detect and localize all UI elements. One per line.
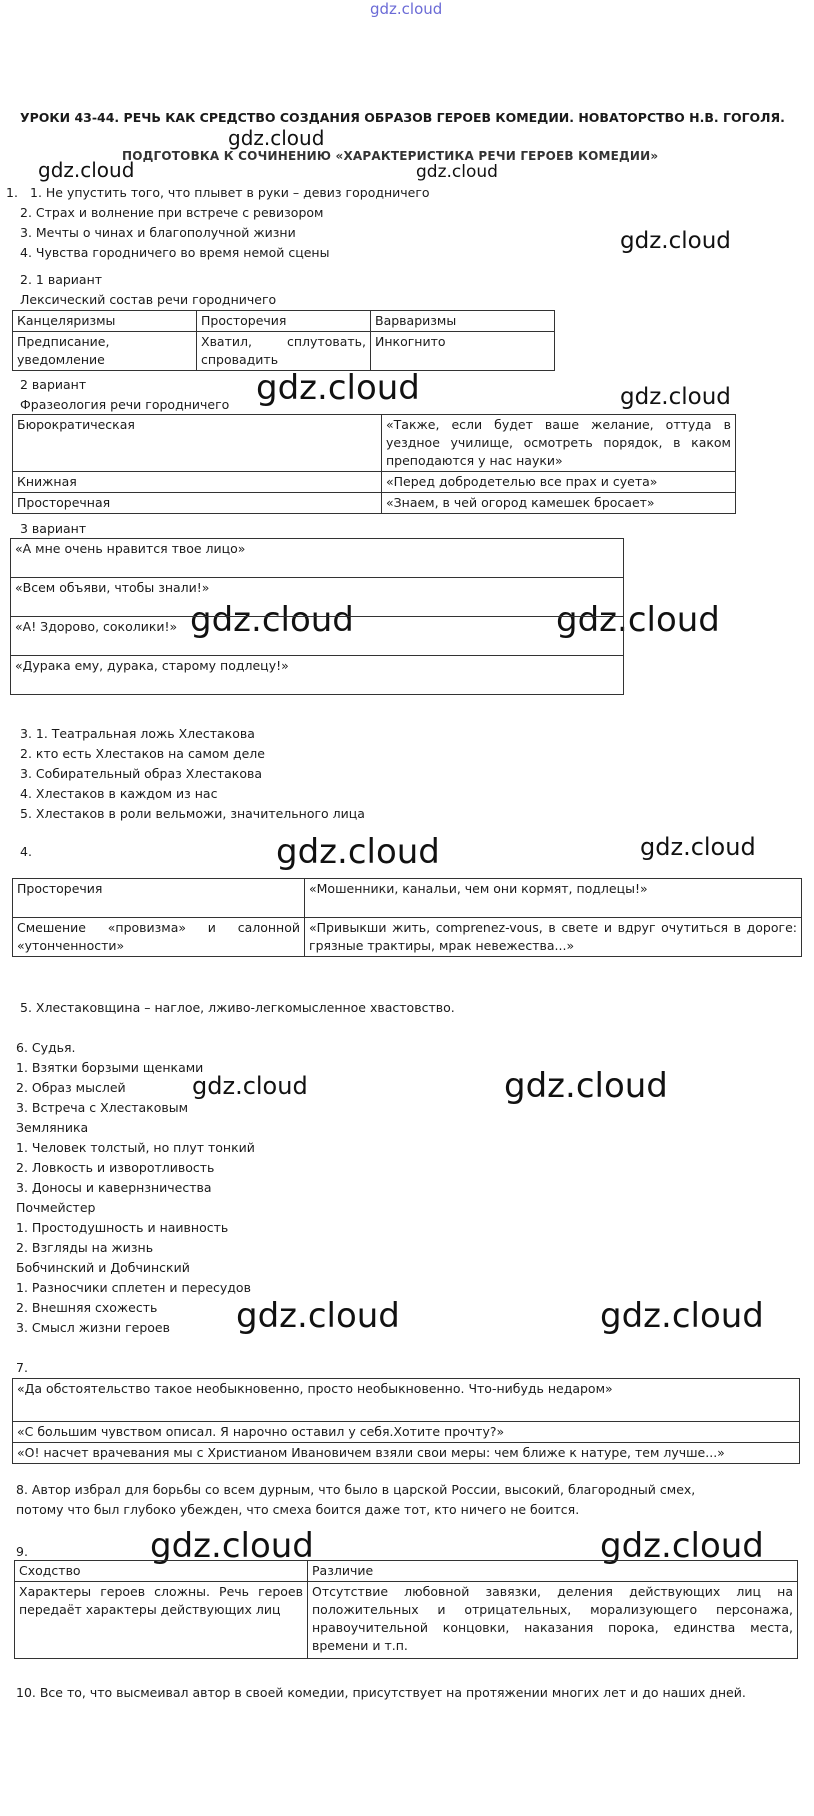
list-item: 2. Внешняя схожесть xyxy=(16,1300,158,1315)
list-item: 3. Встреча с Хлестаковым xyxy=(16,1100,189,1115)
list-item: 1. Разносчики сплетен и пересудов xyxy=(16,1280,251,1295)
task-2-variant-2-caption: Фразеология речи городничего xyxy=(20,397,230,412)
task-8-text: 8. Автор избрал для борьбы со всем дурным, что было в царской России, высокий, благородный смех, xyxy=(16,1482,696,1497)
table-header: Сходство xyxy=(15,1561,308,1582)
task-1-item: 3. Мечты о чинах и благополучной жизни xyxy=(20,225,296,240)
watermark: gdz.cloud xyxy=(640,833,756,861)
watermark: gdz.cloud xyxy=(256,368,420,408)
watermark: gdz.cloud xyxy=(504,1066,668,1106)
table-cell: Отсутствие любовной завязки, деления действующих лиц на положительных и отрицательных, морализующего персонажа, нравоучительной концовки, наказания порока, единства места, времени и т.п. xyxy=(308,1582,798,1659)
task-1-item: 4. Чувства городничего во время немой сцены xyxy=(20,245,330,260)
task-1-item: 2. Страх и волнение при встрече с ревизором xyxy=(20,205,324,220)
task-1-number: 1. xyxy=(6,185,18,200)
page-subtitle: ПОДГОТОВКА К СОЧИНЕНИЮ «ХАРАКТЕРИСТИКА РЕЧИ ГЕРОЕВ КОМЕДИИ» xyxy=(122,149,659,163)
officials-quotes-table xyxy=(12,1378,800,1464)
watermark: gdz.cloud xyxy=(370,0,443,18)
list-item: 2. Взгляды на жизнь xyxy=(16,1240,154,1255)
table-cell: «Дурака ему, дурака, старому подлецу!» xyxy=(11,656,624,695)
table-cell: Смешение «провизма» и салонной «утонченности» xyxy=(13,918,305,957)
table-cell: «Мошенники, канальи, чем они кормят, подлецы!» xyxy=(305,879,802,918)
list-item: 2. Ловкость и изворотливость xyxy=(16,1160,215,1175)
task-6-label: 6. Судья. xyxy=(16,1040,76,1055)
table-cell: «А мне очень нравится твое лицо» xyxy=(11,539,624,578)
task-3-item: 3. 1. Театральная ложь Хлестакова xyxy=(20,726,255,741)
list-item: 1. Простодушность и наивность xyxy=(16,1220,229,1235)
task-2-variant-2-label: 2 вариант xyxy=(20,377,87,392)
table-cell: «Всем объяви, чтобы знали!» xyxy=(11,578,624,617)
table-cell: Предписание, уведомление xyxy=(13,332,197,371)
task-3-item: 4. Хлестаков в каждом из нас xyxy=(20,786,218,801)
task-7-label: 7. xyxy=(16,1360,28,1375)
list-item: 1. Взятки борзыми щенками xyxy=(16,1060,204,1075)
table-cell: Просторечия xyxy=(13,879,305,918)
watermark: gdz.cloud xyxy=(556,600,720,640)
task-3-item: 3. Собирательный образ Хлестакова xyxy=(20,766,263,781)
table-cell: Бюрократическая xyxy=(13,415,382,472)
table-cell: «Также, если будет ваше желание, оттуда в уездное училище, осмотреть порядок, в каком преподаются у нас науки» xyxy=(382,415,736,472)
table-cell: «Перед добродетелью все прах и суета» xyxy=(382,472,736,493)
watermark: gdz.cloud xyxy=(620,228,731,254)
table-cell: Просторечная xyxy=(13,493,382,514)
page-title: УРОКИ 43-44. РЕЧЬ КАК СРЕДСТВО СОЗДАНИЯ ОБРАЗОВ ГЕРОЕВ КОМЕДИИ. НОВАТОРСТВО Н.В. ГОГОЛЯ. xyxy=(20,110,785,125)
task-2-variant-1-caption: Лексический состав речи городничего xyxy=(20,292,277,307)
table-header: Канцеляризмы xyxy=(13,311,197,332)
section-heading: Земляника xyxy=(16,1120,89,1135)
task-3-item: 5. Хлестаков в роли вельможи, значительного лица xyxy=(20,806,365,821)
quotes-table xyxy=(10,538,624,695)
watermark: gdz.cloud xyxy=(276,832,440,872)
watermark: gdz.cloud xyxy=(600,1296,764,1336)
task-2-variant-3-label: 3 вариант xyxy=(20,521,87,536)
table-cell: «Знаем, в чей огород камешек бросает» xyxy=(382,493,736,514)
section-heading: Бобчинский и Добчинский xyxy=(16,1260,190,1275)
table-cell: Инкогнито xyxy=(371,332,555,371)
list-item: 3. Доносы и кавернзничества xyxy=(16,1180,212,1195)
table-header: Варваризмы xyxy=(371,311,555,332)
table-cell: «А! Здорово, соколики!» xyxy=(11,617,624,656)
watermark: gdz.cloud xyxy=(620,384,731,410)
task-1-item: 1. Не упустить того, что плывет в руки – девиз городничего xyxy=(30,185,430,200)
watermark: gdz.cloud xyxy=(236,1296,400,1336)
table-cell: «О! насчет врачевания мы с Христианом Ивановичем взяли свои меры: чем ближе к натуре, тем лучше...» xyxy=(13,1443,800,1464)
khlestakov-speech-table xyxy=(12,878,802,957)
comparison-table xyxy=(14,1560,798,1659)
phraseology-table xyxy=(12,414,736,514)
table-cell: Характеры героев сложны. Речь героев передаёт характеры действующих лиц xyxy=(15,1582,308,1659)
list-item: 2. Образ мыслей xyxy=(16,1080,126,1095)
watermark: gdz.cloud xyxy=(416,162,498,182)
table-cell: Хватил, сплутовать, спровадить xyxy=(197,332,371,371)
task-9-label: 9. xyxy=(16,1544,28,1559)
task-10-text: 10. Все то, что высмеивал автор в своей комедии, присутствует на протяжении многих лет и до наших дней. xyxy=(16,1685,746,1700)
task-5-text: 5. Хлестаковщина – наглое, лживо-легкомысленное хвастовство. xyxy=(20,1000,455,1015)
task-2-variant-1-label: 2. 1 вариант xyxy=(20,272,103,287)
list-item: 3. Смысл жизни героев xyxy=(16,1320,170,1335)
watermark: gdz.cloud xyxy=(192,1072,308,1100)
task-3-item: 2. кто есть Хлестаков на самом деле xyxy=(20,746,265,761)
lexical-table xyxy=(12,310,555,371)
table-cell: «Привыкши жить, comprenez-vous, в свете и вдруг очутиться в дороге: грязные трактиры, мрак невежества...» xyxy=(305,918,802,957)
watermark: gdz.cloud xyxy=(150,1526,314,1566)
table-cell: «Да обстоятельство такое необыкновенно, просто необыкновенно. Что-нибудь недаром» xyxy=(13,1379,800,1422)
table-header: Просторечия xyxy=(197,311,371,332)
task-4-label: 4. xyxy=(20,844,32,859)
list-item: 1. Человек толстый, но плут тонкий xyxy=(16,1140,255,1155)
watermark: gdz.cloud xyxy=(600,1526,764,1566)
watermark: gdz.cloud xyxy=(38,158,135,182)
section-heading: Почмейстер xyxy=(16,1200,96,1215)
table-header: Различие xyxy=(308,1561,798,1582)
table-cell: «С большим чувством описал. Я нарочно оставил у себя.Хотите прочту?» xyxy=(13,1422,800,1443)
task-8-text: потому что был глубоко убежден, что смеха боится даже тот, кто ничего не боится. xyxy=(16,1502,580,1517)
watermark: gdz.cloud xyxy=(228,126,325,150)
table-cell: Книжная xyxy=(13,472,382,493)
watermark: gdz.cloud xyxy=(190,600,354,640)
